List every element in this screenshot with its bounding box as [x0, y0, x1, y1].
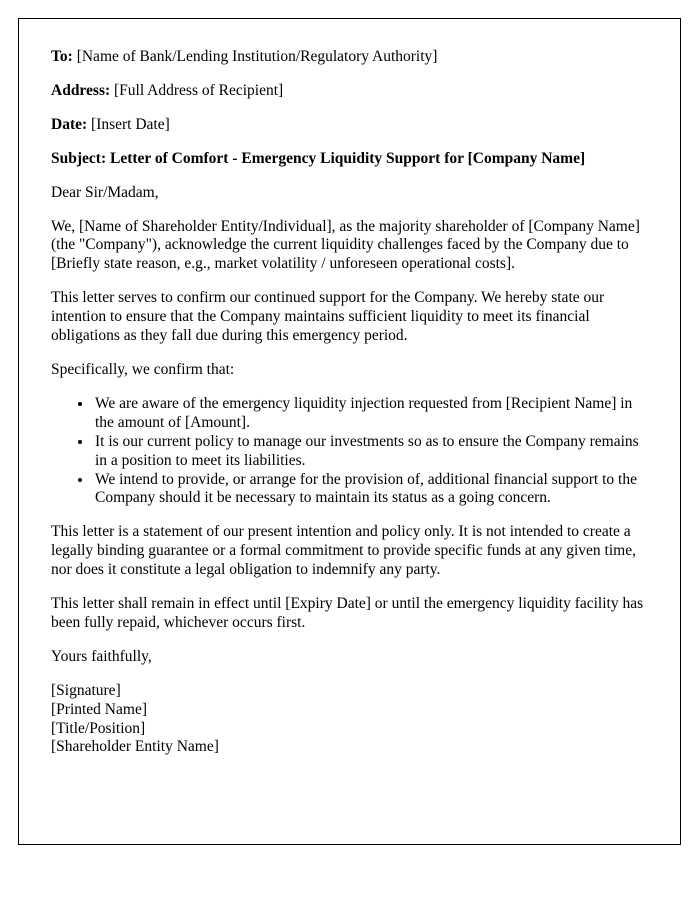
title-position-line: [Title/Position]: [51, 719, 146, 737]
date-value: [Insert Date]: [87, 115, 170, 133]
list-item: • It is our current policy to manage our investments so as to ensure the Company remains in a position to meet its liabilities.: [93, 433, 648, 471]
printed-name-line: [Printed Name]: [51, 700, 147, 718]
address-value: [Full Address of Recipient]: [110, 81, 284, 99]
list-item: • We intend to provide, or arrange for the provision of, additional financial support to the Company should it be necessary to maintain its status as a going concern.: [93, 471, 648, 509]
signature-block: [51, 682, 648, 758]
signature-line: [Signature]: [51, 681, 121, 699]
letter-page: [18, 18, 681, 845]
recipient-label: To:: [51, 48, 73, 65]
salutation: Dear Sir/Madam,: [51, 183, 159, 201]
confirmation-list: [51, 395, 648, 508]
paragraph-acknowledge: We, [Name of Shareholder Entity/Individual], as the majority shareholder of [Company Name] (the "Company"), acknowledge the current liquidity challenges faced by the Company due to [Briefly state reason, e.g., market volatility / unforeseen operational costs].: [51, 217, 640, 273]
recipient-line: [51, 48, 648, 67]
address-line: [51, 82, 648, 101]
list-item: • We are aware of the emergency liquidity injection requested from [Recipient Name] in the amount of [Amount].: [93, 395, 648, 433]
subject-line: Subject: Letter of Comfort - Emergency Liquidity Support for [Company Name]: [51, 149, 586, 167]
date-label: Date:: [51, 115, 88, 133]
closing: Yours faithfully,: [51, 647, 152, 665]
paragraph-disclaimer: This letter is a statement of our present intention and policy only. It is not intended to create a legally binding guarantee or a formal commitment to provide specific funds at any given time, nor does it constitute a legal obligation to indemnify any party.: [51, 523, 636, 579]
recipient-value: [Name of Bank/Lending Institution/Regulatory Authority]: [72, 48, 438, 65]
confirm-intro: Specifically, we confirm that:: [51, 360, 235, 378]
paragraph-support: This letter serves to confirm our continued support for the Company. We hereby state our intention to ensure that the Company maintains sufficient liquidity to meet its financial obligations as they fall due during this emergency period.: [51, 289, 605, 345]
date-line: [51, 116, 648, 135]
shareholder-entity-line: [Shareholder Entity Name]: [51, 738, 219, 756]
address-label: Address:: [51, 81, 111, 99]
paragraph-duration: This letter shall remain in effect until [Expiry Date] or until the emergency liquidity facility has been fully repaid, whichever occurs first.: [51, 595, 644, 631]
